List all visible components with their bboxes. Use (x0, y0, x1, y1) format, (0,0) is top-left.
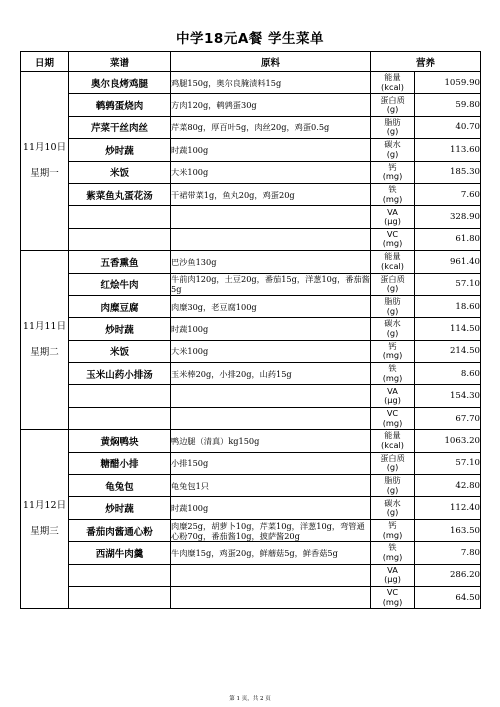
day-date: 11月10日 (22, 142, 67, 154)
table-row (21, 139, 481, 161)
dish-name: 糖醋小排 (69, 452, 171, 474)
table-row (21, 407, 481, 429)
dish-ingredients: 肉糜25g，胡萝卜10g，芹菜10g，洋葱10g，弯管通心粉70g，番茄酱10g，披萨酱20g (171, 519, 371, 541)
dish-name: 玉米山药小排汤 (69, 363, 171, 385)
table-row (21, 564, 481, 586)
dish-name (69, 407, 171, 429)
dish-ingredients: 时蔬100g (171, 318, 371, 340)
dish-name: 芹菜干丝肉丝 (69, 116, 171, 138)
dish-name: 奥尔良烤鸡腿 (69, 72, 171, 94)
nutrient-label (371, 497, 415, 519)
nutrient-label (371, 295, 415, 317)
dish-ingredients: 玉米棒20g，小排20g，山药15g (171, 363, 371, 385)
nutrient-unit: (g) (386, 148, 399, 159)
nutrient-label (371, 564, 415, 586)
table-row (21, 542, 481, 564)
nutrient-unit: (kcal) (381, 260, 404, 271)
nutrient-value: 113.60 (415, 139, 481, 161)
nutrient-name: VC (386, 228, 399, 239)
nutrient-unit: (mg) (382, 350, 403, 361)
table-row (21, 475, 481, 497)
day-date-cell (21, 251, 69, 430)
dish-name: 番茄肉酱通心粉 (69, 519, 171, 541)
table-row (21, 206, 481, 228)
nutrient-label (371, 407, 415, 429)
table-row (21, 161, 481, 183)
day-weekday: 星期二 (30, 347, 59, 359)
table-row (21, 318, 481, 340)
nutrient-value: 40.70 (415, 116, 481, 138)
nutrient-name: 蛋白质 (380, 452, 405, 463)
nutrient-unit: (μg) (384, 574, 401, 585)
nutrient-value: 163.50 (415, 519, 481, 541)
nutrient-unit: (mg) (382, 551, 403, 562)
dish-name: 紫菜鱼丸蛋花汤 (69, 183, 171, 205)
ingredients-header: 原料 (171, 52, 371, 72)
day-date-cell (21, 72, 69, 251)
day-weekday: 星期一 (30, 168, 59, 180)
nutrient-unit: (mg) (382, 238, 403, 249)
nutrient-name: 能量 (384, 430, 401, 441)
header-row (21, 52, 481, 72)
table-row (21, 72, 481, 94)
table-row (21, 430, 481, 452)
dish-ingredients: 芹菜80g，厚百叶5g，肉丝20g，鸡蛋0.5g (171, 116, 371, 138)
dish-name (69, 564, 171, 586)
day-date: 11月11日 (22, 321, 67, 333)
nutrient-unit: (g) (386, 305, 399, 316)
nutrient-unit: (mg) (382, 171, 403, 182)
nutrient-label (371, 542, 415, 564)
nutrient-value: 8.60 (415, 363, 481, 385)
nutrient-label (371, 385, 415, 407)
dish-ingredients: 大米100g (171, 161, 371, 183)
nutrient-name: 钙 (388, 161, 397, 172)
nutrient-label (371, 94, 415, 116)
nutrient-label (371, 452, 415, 474)
nutrient-value: 214.50 (415, 340, 481, 362)
table-row (21, 497, 481, 519)
nutrient-value: 114.50 (415, 318, 481, 340)
dish-ingredients: 龟兔包1只 (171, 475, 371, 497)
dish-name (69, 586, 171, 608)
nutrient-label (371, 430, 415, 452)
nutrient-name: VA (387, 385, 398, 396)
dish-ingredients (171, 228, 371, 250)
nutrient-value: 59.80 (415, 94, 481, 116)
nutrient-value: 7.80 (415, 542, 481, 564)
nutrient-value: 57.10 (415, 273, 481, 295)
nutrient-label (371, 139, 415, 161)
nutrient-name: 脂肪 (384, 296, 401, 307)
dish-ingredients: 时蔬100g (171, 139, 371, 161)
nutrient-name: 能量 (384, 251, 401, 262)
dish-name: 肉糜豆腐 (69, 295, 171, 317)
table-row (21, 295, 481, 317)
nutrient-name: VC (386, 587, 399, 598)
dish-name (69, 228, 171, 250)
dish-ingredients (171, 564, 371, 586)
table-row (21, 385, 481, 407)
nutrient-name: VA (387, 564, 398, 575)
dish-header: 菜谱 (69, 52, 171, 72)
nutrient-unit: (mg) (382, 529, 403, 540)
table-row (21, 363, 481, 385)
page-footer: 第 1 页，共 2 页 (229, 696, 271, 702)
nutrient-unit: (g) (386, 507, 399, 518)
dish-ingredients: 牛前肉120g，土豆20g，番茄15g，洋葱10g，番茄酱5g (171, 274, 370, 295)
nutrient-label (371, 251, 415, 273)
nutrient-value: 57.10 (415, 452, 481, 474)
nutrient-name: 铁 (388, 363, 397, 374)
nutrient-name: 钙 (388, 340, 397, 351)
table-row (21, 519, 481, 541)
nutrient-name: 蛋白质 (380, 273, 405, 284)
menu-table (20, 51, 481, 609)
dish-name: 米饭 (69, 340, 171, 362)
nutrient-unit: (g) (386, 327, 399, 338)
nutrient-value: 42.80 (415, 475, 481, 497)
nutrient-label (371, 72, 415, 94)
day-weekday: 星期三 (30, 526, 59, 538)
nutrient-name: 碳水 (384, 139, 401, 150)
dish-ingredients: 鸭边腿（清真）kg150g (171, 430, 371, 452)
table-row (21, 116, 481, 138)
nutrient-unit: (μg) (384, 216, 401, 227)
dish-name: 炒时蔬 (69, 139, 171, 161)
dish-name: 西湖牛肉羹 (69, 542, 171, 564)
dish-name: 炒时蔬 (69, 318, 171, 340)
nutrient-value: 328.90 (415, 206, 481, 228)
nutrition-header: 营养 (371, 52, 481, 72)
nutrient-name: 碳水 (384, 497, 401, 508)
dish-name: 鹌鹑蛋烧肉 (69, 94, 171, 116)
nutrient-label (371, 475, 415, 497)
page-title: 中学18元A餐 学生菜单 (176, 31, 324, 47)
nutrient-name: 脂肪 (384, 116, 401, 127)
dish-name (69, 206, 171, 228)
nutrient-label (371, 183, 415, 205)
nutrient-name: 蛋白质 (380, 94, 405, 105)
nutrient-label (371, 206, 415, 228)
table-row (21, 94, 481, 116)
nutrient-label (371, 363, 415, 385)
nutrient-value: 286.20 (415, 564, 481, 586)
table-row (21, 183, 481, 205)
nutrient-name: 脂肪 (384, 475, 401, 486)
nutrient-label (371, 318, 415, 340)
table-row (21, 251, 481, 273)
date-header: 日期 (21, 52, 69, 72)
nutrient-label (371, 273, 415, 295)
nutrient-label (371, 228, 415, 250)
nutrient-label (371, 116, 415, 138)
dish-ingredients: 肉糜30g，老豆腐100g (171, 295, 371, 317)
nutrient-value: 1063.20 (415, 430, 481, 452)
nutrient-value: 67.70 (415, 407, 481, 429)
nutrient-value: 112.40 (415, 497, 481, 519)
nutrient-unit: (g) (386, 104, 399, 115)
dish-ingredients (171, 206, 371, 228)
nutrient-unit: (mg) (382, 417, 403, 428)
table-row (21, 452, 481, 474)
table-row (21, 273, 481, 295)
nutrient-value: 7.60 (415, 183, 481, 205)
nutrient-unit: (kcal) (381, 439, 404, 450)
nutrient-unit: (g) (386, 484, 399, 495)
dish-name: 红烩牛肉 (69, 273, 171, 295)
nutrient-value: 61.80 (415, 228, 481, 250)
dish-name: 黄焖鸭块 (69, 430, 171, 452)
dish-name: 龟兔包 (69, 475, 171, 497)
nutrient-label (371, 586, 415, 608)
nutrient-unit: (kcal) (381, 81, 404, 92)
nutrient-value: 18.60 (415, 295, 481, 317)
table-row (21, 340, 481, 362)
dish-ingredients (171, 385, 371, 407)
nutrient-name: 铁 (388, 542, 397, 553)
dish-ingredients: 方肉120g，鹌鹑蛋30g (171, 94, 371, 116)
menu-body (21, 72, 481, 609)
dish-ingredients (171, 586, 371, 608)
dish-name: 炒时蔬 (69, 497, 171, 519)
nutrient-unit: (μg) (384, 395, 401, 406)
nutrient-name: 碳水 (384, 318, 401, 329)
dish-name: 五香熏鱼 (69, 251, 171, 273)
dish-ingredients: 鸡腿150g，奥尔良腌渍料15g (171, 72, 371, 94)
nutrient-value: 961.40 (415, 251, 481, 273)
dish-ingredients: 小排150g (171, 452, 371, 474)
dish-ingredients: 巴沙鱼130g (171, 251, 371, 273)
day-date: 11月12日 (22, 500, 67, 512)
nutrient-value: 1059.90 (415, 72, 481, 94)
nutrient-unit: (g) (386, 283, 399, 294)
nutrient-label (371, 161, 415, 183)
nutrient-name: 能量 (384, 72, 401, 83)
dish-ingredients: 干裙带菜1g，鱼丸20g，鸡蛋20g (171, 183, 371, 205)
menu-sheet (20, 51, 480, 609)
nutrient-label (371, 519, 415, 541)
dish-ingredients: 时蔬100g (171, 497, 371, 519)
nutrient-unit: (g) (386, 126, 399, 137)
day-date-cell (21, 430, 69, 609)
nutrient-value: 154.30 (415, 385, 481, 407)
dish-ingredients (171, 407, 371, 429)
nutrient-name: VC (386, 408, 399, 419)
nutrient-name: 钙 (388, 520, 397, 530)
nutrient-value: 185.30 (415, 161, 481, 183)
nutrient-value: 64.50 (415, 586, 481, 608)
dish-name: 米饭 (69, 161, 171, 183)
dish-name (69, 385, 171, 407)
nutrient-unit: (g) (386, 462, 399, 473)
nutrient-name: VA (387, 206, 398, 217)
dish-ingredients: 牛肉糜15g，鸡蛋20g，鲜蘑菇5g，鲜香菇5g (171, 542, 371, 564)
table-row (21, 228, 481, 250)
dish-ingredients: 大米100g (171, 340, 371, 362)
table-row (21, 586, 481, 608)
nutrient-name: 铁 (388, 184, 397, 195)
nutrient-unit: (mg) (382, 193, 403, 204)
nutrient-unit: (mg) (382, 372, 403, 383)
nutrient-unit: (mg) (382, 596, 403, 607)
nutrient-label (371, 340, 415, 362)
